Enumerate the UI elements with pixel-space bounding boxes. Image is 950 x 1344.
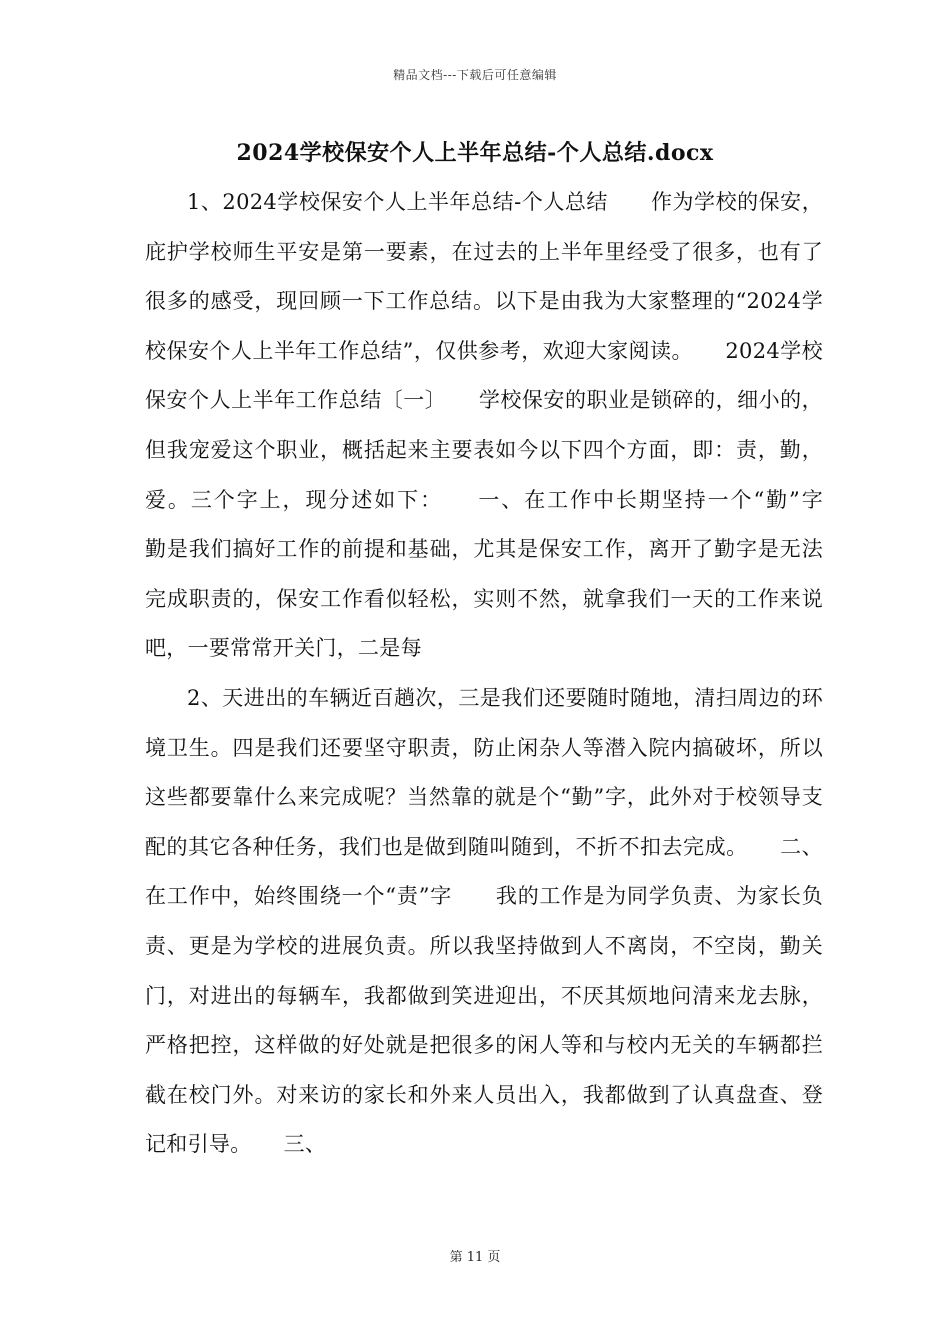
document-title: 2024学校保安个人上半年总结-个人总结.docx: [236, 140, 714, 166]
page-header: 精品文档---下载后可任意编辑: [393, 68, 557, 82]
page-number: 第 11 页: [449, 1250, 501, 1265]
document-body: [145, 178, 866, 1170]
paragraph-1: 1、2024学校保安个人上半年总结-个人总结 作为学校的保安，庇护学校师生平安是第一要素，在过去的上半年里经受了很多，也有了很多的感受，现回顾一下工作总结。以下是由我为大家整理的“2024学校保安个人上半年工作总结”，仅供参考，欢迎大家阅读。 2024学校保安个人上半年工作总结〔一〕 学校保安的职业是锁碎的，细小的，但我宠爱这个职业，概括起来主要表如今以下四个方面，即：责，勤，爱。三个字上，现分述如下： 一、在工作中长期坚持一个“勤”字 勤是我们搞好工作的前提和基础，尤其是保安工作，离开了勤字是无法完成职责的，保安工作看似轻松，实则不然，就拿我们一天的工作来说吧，一要常常开关门，二是每: [145, 190, 866, 661]
paragraph-2: 2、天进出的车辆近百趟次，三是我们还要随时随地，清扫周边的环境卫生。四是我们还要坚守职责，防止闲杂人等潜入院内搞破坏，所以这些都要靠什么来完成呢？当然靠的就是个“勤”字，此外对于校领导支配的其它各种任务，我们也是做到随叫随到，不折不扣去完成。 二、在工作中，始终围绕一个“责”字 我的工作是为同学负责、为家长负责、更是为学校的进展负责。所以我坚持做到人不离岗，不空岗，勤关门，对进出的每辆车，我都做到笑进迎出，不厌其烦地问清来龙去脉，严格把控，这样做的好处就是把很多的闲人等和与校内无关的车辆都拦截在校门外。对来访的家长和外来人员出入，我都做到了认真盘查、登记和引导。 三、: [145, 685, 823, 1157]
